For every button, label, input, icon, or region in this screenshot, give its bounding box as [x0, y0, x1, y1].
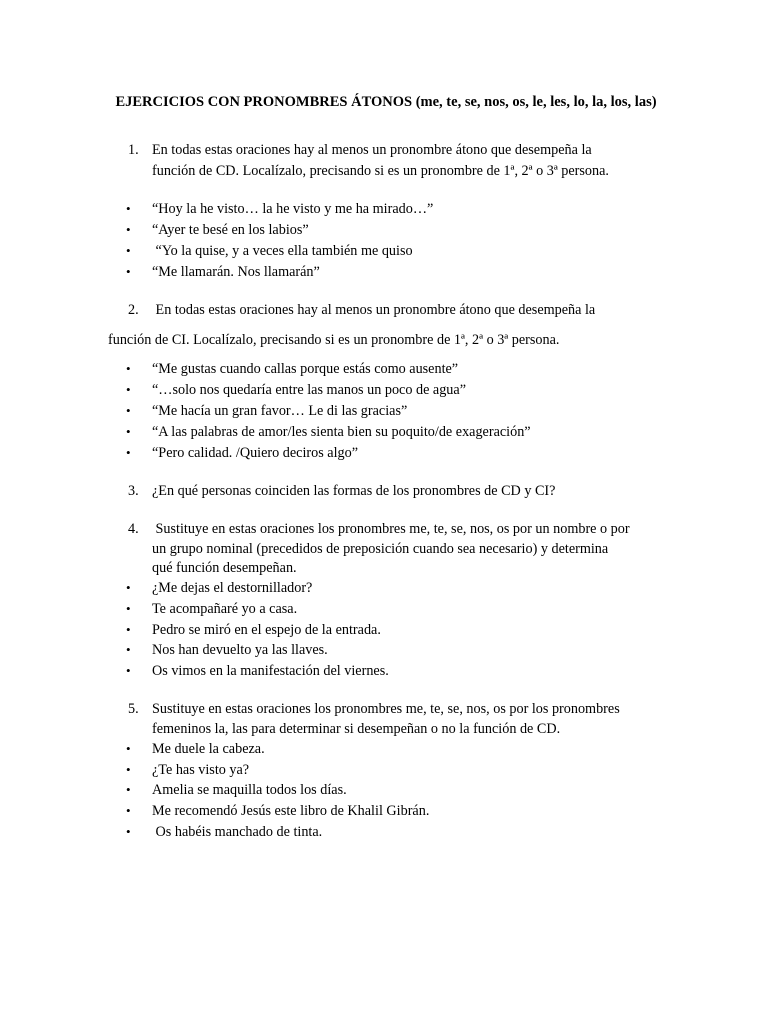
bullet-icon: • — [126, 445, 131, 460]
exercise-3-number: 3. — [128, 483, 139, 499]
list-item-text: “Ayer te besé en los labios” — [152, 222, 309, 238]
list-item-text: “A las palabras de amor/les sienta bien su poquito/de exageración” — [152, 424, 531, 440]
list-item-text: ¿Te has visto ya? — [152, 762, 250, 778]
bullet-icon: • — [126, 264, 131, 279]
list-item-text: Me recomendó Jesús este libro de Khalil Gibrán. — [152, 803, 430, 819]
bullet-icon: • — [126, 782, 131, 797]
document-title: EJERCICIOS CON PRONOMBRES ÁTONOS (me, te, se, nos, os, le, les, lo, la, los, las) — [115, 94, 657, 110]
exercise-4-line-2: un grupo nominal (precedidos de preposición cuando sea necesario) y determina — [152, 541, 609, 557]
list-item-text: “Yo la quise, y a veces ella también me quiso — [152, 243, 413, 259]
exercise-4-number: 4. — [128, 521, 139, 537]
exercise-2-line-2: función de CI. Localízalo, precisando si es un pronombre de 1ª, 2ª o 3ª persona. — [108, 332, 560, 348]
bullet-icon: • — [126, 382, 131, 397]
list-item-text: Amelia se maquilla todos los días. — [152, 782, 347, 798]
bullet-icon: • — [126, 762, 131, 777]
bullet-icon: • — [126, 622, 131, 637]
list-item-text: “Me gustas cuando callas porque estás como ausente” — [152, 361, 459, 377]
bullet-icon: • — [126, 424, 131, 439]
list-item-text: ¿Me dejas el destornillador? — [152, 580, 313, 596]
list-item-text: Me duele la cabeza. — [152, 741, 265, 757]
bullet-icon: • — [126, 824, 131, 839]
list-item-text: Nos han devuelto ya las llaves. — [152, 642, 328, 658]
bullet-icon: • — [126, 201, 131, 216]
bullet-icon: • — [126, 803, 131, 818]
list-item-text: Os vimos en la manifestación del viernes. — [152, 663, 389, 679]
list-item-text: Pedro se miró en el espejo de la entrada. — [152, 622, 381, 638]
exercise-2-number: 2. — [128, 302, 139, 318]
bullet-icon: • — [126, 403, 131, 418]
bullet-icon: • — [126, 222, 131, 237]
exercise-1-number: 1. — [128, 142, 139, 158]
exercise-4-line-3: qué función desempeñan. — [152, 560, 297, 576]
exercise-3-text: ¿En qué personas coinciden las formas de los pronombres de CD y CI? — [152, 483, 556, 499]
bullet-icon: • — [126, 663, 131, 678]
exercise-4-line-1: Sustituye en estas oraciones los pronombres me, te, se, nos, os por un nombre o por — [152, 521, 630, 537]
list-item-text: “Hoy la he visto… la he visto y me ha mirado…” — [152, 201, 434, 217]
bullet-icon: • — [126, 601, 131, 616]
exercise-1-line-2: función de CD. Localízalo, precisando si es un pronombre de 1ª, 2ª o 3ª persona. — [152, 163, 609, 179]
bullet-icon: • — [126, 243, 131, 258]
exercise-5-number: 5. — [128, 701, 139, 717]
list-item-text: “Me hacía un gran favor… Le di las gracias” — [152, 403, 408, 419]
list-item-text: Te acompañaré yo a casa. — [152, 601, 298, 617]
bullet-icon: • — [126, 361, 131, 376]
list-item-text: “Me llamarán. Nos llamarán” — [152, 264, 320, 280]
exercise-2-line-1: En todas estas oraciones hay al menos un pronombre átono que desempeña la — [152, 302, 596, 318]
exercise-1-line-1: En todas estas oraciones hay al menos un pronombre átono que desempeña la — [152, 142, 592, 158]
exercise-5-line-2: femeninos la, las para determinar si desempeñan o no la función de CD. — [152, 721, 561, 737]
list-item-text: “Pero calidad. /Quiero deciros algo” — [152, 445, 359, 461]
bullet-icon: • — [126, 741, 131, 756]
list-item-text: Os habéis manchado de tinta. — [152, 824, 323, 840]
exercise-5-line-1: Sustituye en estas oraciones los pronombres me, te, se, nos, os por los pronombres — [152, 701, 620, 717]
bullet-icon: • — [126, 580, 131, 595]
list-item-text: “…solo nos quedaría entre las manos un poco de agua” — [152, 382, 466, 398]
bullet-icon: • — [126, 642, 131, 657]
